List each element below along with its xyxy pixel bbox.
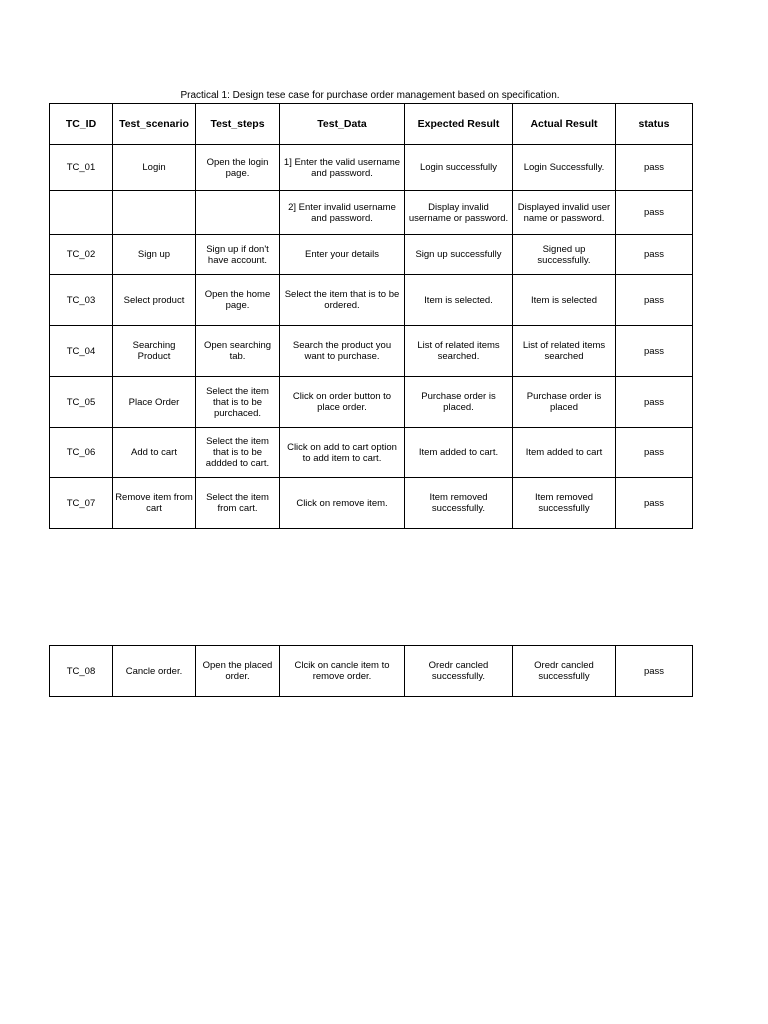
cell-tc-id bbox=[50, 191, 113, 235]
table-row bbox=[50, 191, 693, 235]
cell-tc-id: TC_03 bbox=[50, 275, 113, 326]
cell-status: pass bbox=[616, 235, 693, 275]
cell-actual-result: Login Successfully. bbox=[513, 145, 616, 191]
cell-status: pass bbox=[616, 478, 693, 529]
cell-status: pass bbox=[616, 275, 693, 326]
cell-test-data: Enter your details bbox=[280, 235, 405, 275]
cell-status: pass bbox=[616, 191, 693, 235]
cell-test-data: Select the item that is to be ordered. bbox=[280, 275, 405, 326]
header-status: status bbox=[616, 104, 693, 145]
cell-test-steps: Open the login page. bbox=[196, 145, 280, 191]
cell-tc-id: TC_02 bbox=[50, 235, 113, 275]
cell-actual-result: Item is selected bbox=[513, 275, 616, 326]
table-row bbox=[50, 428, 693, 478]
cell-test-scenario: Cancle order. bbox=[113, 646, 196, 697]
cell-tc-id: TC_08 bbox=[50, 646, 113, 697]
cell-expected-result: List of related items searched. bbox=[405, 326, 513, 377]
table-row bbox=[50, 646, 693, 697]
cell-test-scenario: Add to cart bbox=[113, 428, 196, 478]
cell-test-steps: Sign up if don't have account. bbox=[196, 235, 280, 275]
table-row bbox=[50, 326, 693, 377]
cell-expected-result: Login successfully bbox=[405, 145, 513, 191]
cell-test-data: Search the product you want to purchase. bbox=[280, 326, 405, 377]
document-caption: Practical 1: Design tese case for purchase order management based on specification. bbox=[180, 90, 560, 101]
cell-tc-id: TC_07 bbox=[50, 478, 113, 529]
cell-test-scenario: Searching Product bbox=[113, 326, 196, 377]
cell-expected-result: Item removed successfully. bbox=[405, 478, 513, 529]
table-row bbox=[50, 275, 693, 326]
cell-actual-result: Oredr cancled successfully bbox=[513, 646, 616, 697]
cell-test-scenario: Select product bbox=[113, 275, 196, 326]
cell-expected-result: Oredr cancled successfully. bbox=[405, 646, 513, 697]
cell-test-data: 2] Enter invalid username and password. bbox=[280, 191, 405, 235]
cell-tc-id: TC_04 bbox=[50, 326, 113, 377]
cell-test-scenario bbox=[113, 191, 196, 235]
cell-status: pass bbox=[616, 428, 693, 478]
cell-test-steps: Open searching tab. bbox=[196, 326, 280, 377]
test-case-table bbox=[49, 103, 693, 529]
cell-test-steps: Select the item that is to be addded to cart. bbox=[196, 428, 280, 478]
cell-tc-id: TC_01 bbox=[50, 145, 113, 191]
cell-expected-result: Item added to cart. bbox=[405, 428, 513, 478]
header-actual-result: Actual Result bbox=[513, 104, 616, 145]
header-tc-id: TC_ID bbox=[50, 104, 113, 145]
cell-test-data: 1] Enter the valid username and password. bbox=[280, 145, 405, 191]
cell-test-steps: Open the placed order. bbox=[196, 646, 280, 697]
cell-actual-result: Item removed successfully bbox=[513, 478, 616, 529]
cell-actual-result: Purchase order is placed bbox=[513, 377, 616, 428]
table-row bbox=[50, 235, 693, 275]
cell-actual-result: Displayed invalid user name or password. bbox=[513, 191, 616, 235]
cell-actual-result: List of related items searched bbox=[513, 326, 616, 377]
cell-test-data: Click on order button to place order. bbox=[280, 377, 405, 428]
cell-test-data: Click on add to cart option to add item to cart. bbox=[280, 428, 405, 478]
cell-status: pass bbox=[616, 646, 693, 697]
cell-status: pass bbox=[616, 326, 693, 377]
cell-expected-result: Purchase order is placed. bbox=[405, 377, 513, 428]
cell-actual-result: Signed up successfully. bbox=[513, 235, 616, 275]
header-expected-result: Expected Result bbox=[405, 104, 513, 145]
cell-actual-result: Item added to cart bbox=[513, 428, 616, 478]
cell-expected-result: Display invalid username or password. bbox=[405, 191, 513, 235]
cell-expected-result: Item is selected. bbox=[405, 275, 513, 326]
cell-test-data: Clcik on cancle item to remove order. bbox=[280, 646, 405, 697]
cell-test-scenario: Place Order bbox=[113, 377, 196, 428]
cell-test-steps: Open the home page. bbox=[196, 275, 280, 326]
cell-test-data: Click on remove item. bbox=[280, 478, 405, 529]
header-test-steps: Test_steps bbox=[196, 104, 280, 145]
table-row bbox=[50, 478, 693, 529]
cell-tc-id: TC_05 bbox=[50, 377, 113, 428]
table-header-row bbox=[50, 104, 693, 145]
cell-test-scenario: Remove item from cart bbox=[113, 478, 196, 529]
header-test-scenario: Test_scenario bbox=[113, 104, 196, 145]
cell-tc-id: TC_06 bbox=[50, 428, 113, 478]
cell-test-steps bbox=[196, 191, 280, 235]
header-test-data: Test_Data bbox=[280, 104, 405, 145]
cell-test-scenario: Sign up bbox=[113, 235, 196, 275]
cell-expected-result: Sign up successfully bbox=[405, 235, 513, 275]
test-case-table-continued bbox=[49, 645, 693, 697]
table-row bbox=[50, 145, 693, 191]
cell-status: pass bbox=[616, 377, 693, 428]
cell-test-steps: Select the item that is to be purchaced. bbox=[196, 377, 280, 428]
table-row bbox=[50, 377, 693, 428]
cell-test-scenario: Login bbox=[113, 145, 196, 191]
cell-status: pass bbox=[616, 145, 693, 191]
cell-test-steps: Select the item from cart. bbox=[196, 478, 280, 529]
